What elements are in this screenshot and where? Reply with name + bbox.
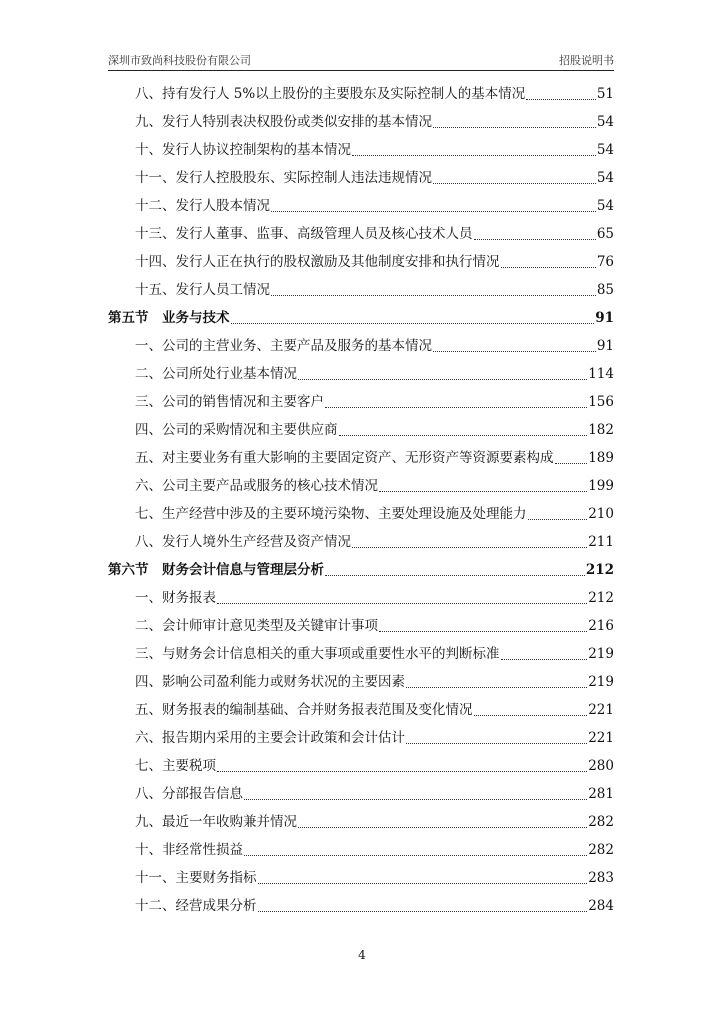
- page-number: 4: [358, 948, 366, 962]
- toc-entry-page: 54: [596, 170, 614, 186]
- toc-entry-page: 199: [588, 478, 614, 494]
- page-header: [108, 50, 614, 71]
- toc-entry-title: 五、对主要业务有重大影响的主要固定资产、无形资产等资源要素构成: [135, 450, 554, 466]
- toc-item-row[interactable]: [108, 192, 614, 220]
- toc-entry-page: 280: [588, 758, 614, 774]
- toc-entry-title: 七、主要税项: [135, 758, 216, 774]
- toc-item-row[interactable]: [108, 416, 614, 444]
- toc-leader-dots: [271, 210, 596, 212]
- toc-entry-title: 十、发行人协议控制架构的基本情况: [135, 142, 351, 158]
- toc-item-row[interactable]: [108, 864, 614, 892]
- toc-item-row[interactable]: [108, 808, 614, 836]
- toc-entry-page: 114: [588, 366, 614, 382]
- toc-leader-dots: [217, 770, 587, 772]
- toc-leader-dots: [474, 714, 588, 716]
- toc-entry-title: 十一、发行人控股股东、实际控制人违法违规情况: [135, 170, 432, 186]
- toc-entry-page: 91: [596, 338, 614, 354]
- toc-leader-dots: [406, 686, 587, 688]
- toc-entry-page: 189: [588, 450, 614, 466]
- toc-leader-dots: [325, 406, 587, 408]
- toc-leader-dots: [474, 238, 596, 240]
- toc-entry-title: 二、公司所处行业基本情况: [135, 366, 297, 382]
- toc-leader-dots: [501, 658, 588, 660]
- toc-item-row[interactable]: [108, 668, 614, 696]
- toc-item-row[interactable]: [108, 388, 614, 416]
- toc-leader-dots: [325, 574, 585, 576]
- toc-leader-dots: [528, 518, 588, 520]
- toc-entry-title: 六、报告期内采用的主要会计政策和会计估计: [135, 730, 405, 746]
- toc-leader-dots: [433, 182, 596, 184]
- toc-leader-dots: [433, 350, 596, 352]
- toc-entry-page: 65: [596, 226, 614, 242]
- toc-item-row[interactable]: [108, 220, 614, 248]
- toc-section-row[interactable]: [108, 304, 614, 332]
- toc-leader-dots: [352, 546, 587, 548]
- toc-item-row[interactable]: [108, 136, 614, 164]
- toc-leader-dots: [244, 854, 587, 856]
- toc-item-row[interactable]: [108, 612, 614, 640]
- toc-item-row[interactable]: [108, 108, 614, 136]
- toc-item-row[interactable]: [108, 360, 614, 388]
- toc-entry-page: 212: [585, 562, 614, 578]
- toc-entry-title: 十二、发行人股本情况: [135, 198, 270, 214]
- toc-entry-page: 54: [596, 198, 614, 214]
- toc-leader-dots: [258, 910, 588, 912]
- toc-entry-page: 54: [596, 114, 614, 130]
- company-name: 深圳市致尚科技股份有限公司: [108, 54, 251, 67]
- toc-entry-title: 一、公司的主营业务、主要产品及服务的基本情况: [135, 338, 432, 354]
- toc-item-row[interactable]: [108, 780, 614, 808]
- toc-entry-title: 八、发行人境外生产经营及资产情况: [135, 534, 351, 550]
- toc-entry-page: 212: [588, 590, 614, 606]
- table-of-contents: [108, 80, 614, 920]
- toc-entry-page: 283: [588, 870, 614, 886]
- toc-leader-dots: [298, 826, 587, 828]
- toc-entry-page: 282: [588, 814, 614, 830]
- toc-item-row[interactable]: [108, 696, 614, 724]
- toc-leader-dots: [433, 126, 596, 128]
- toc-leader-dots: [379, 630, 587, 632]
- toc-item-row[interactable]: [108, 276, 614, 304]
- toc-leader-dots: [352, 154, 596, 156]
- toc-entry-title: 二、会计师审计意见类型及关键审计事项: [135, 618, 378, 634]
- toc-item-row[interactable]: [108, 752, 614, 780]
- toc-leader-dots: [379, 490, 587, 492]
- toc-item-row[interactable]: [108, 472, 614, 500]
- toc-item-row[interactable]: [108, 640, 614, 668]
- toc-item-row[interactable]: [108, 836, 614, 864]
- toc-item-row[interactable]: [108, 892, 614, 920]
- toc-entry-page: 221: [588, 702, 614, 718]
- toc-entry-title: 四、公司的采购情况和主要供应商: [135, 422, 338, 438]
- toc-entry-title: 十一、主要财务指标: [135, 870, 257, 886]
- toc-leader-dots: [501, 266, 596, 268]
- toc-leader-dots: [258, 882, 588, 884]
- toc-entry-page: 211: [588, 534, 614, 550]
- toc-entry-title: 五、财务报表的编制基础、合并财务报表范围及变化情况: [135, 702, 473, 718]
- toc-entry-title: 九、最近一年收购兼并情况: [135, 814, 297, 830]
- toc-entry-page: 54: [596, 142, 614, 158]
- toc-section-row[interactable]: [108, 556, 614, 584]
- toc-entry-page: 210: [588, 506, 614, 522]
- toc-leader-dots: [526, 98, 596, 100]
- toc-item-row[interactable]: [108, 500, 614, 528]
- toc-entry-title: 八、持有发行人 5%以上股份的主要股东及实际控制人的基本情况: [135, 86, 526, 102]
- toc-leader-dots: [217, 602, 587, 604]
- toc-entry-page: 76: [596, 254, 614, 270]
- toc-leader-dots: [555, 462, 588, 464]
- toc-item-row[interactable]: [108, 248, 614, 276]
- toc-item-row[interactable]: [108, 164, 614, 192]
- toc-leader-dots: [271, 294, 596, 296]
- toc-entry-page: 281: [588, 786, 614, 802]
- toc-entry-title: 六、公司主要产品或服务的核心技术情况: [135, 478, 378, 494]
- toc-leader-dots: [339, 434, 588, 436]
- toc-entry-page: 216: [588, 618, 614, 634]
- toc-entry-page: 51: [596, 86, 614, 102]
- toc-entry-title: 四、影响公司盈利能力或财务状况的主要因素: [135, 674, 405, 690]
- toc-entry-title: 十四、发行人正在执行的股权激励及其他制度安排和执行情况: [135, 254, 500, 270]
- toc-entry-title: 八、分部报告信息: [135, 786, 243, 802]
- toc-entry-page: 219: [588, 674, 614, 690]
- toc-leader-dots: [406, 742, 587, 744]
- toc-entry-title: 第六节 财务会计信息与管理层分析: [108, 562, 324, 578]
- toc-entry-title: 第五节 业务与技术: [108, 310, 230, 326]
- toc-entry-title: 一、财务报表: [135, 590, 216, 606]
- toc-entry-title: 三、与财务会计信息相关的重大事项或重要性水平的判断标准: [135, 646, 500, 662]
- toc-leader-dots: [244, 798, 587, 800]
- toc-item-row[interactable]: [108, 528, 614, 556]
- toc-entry-title: 十五、发行人员工情况: [135, 282, 270, 298]
- toc-entry-page: 85: [596, 282, 614, 298]
- toc-entry-page: 91: [595, 310, 614, 326]
- toc-entry-title: 十、非经常性损益: [135, 842, 243, 858]
- toc-entry-page: 219: [588, 646, 614, 662]
- toc-entry-page: 284: [588, 898, 614, 914]
- toc-entry-page: 156: [588, 394, 614, 410]
- toc-leader-dots: [298, 378, 587, 380]
- toc-entry-page: 182: [588, 422, 614, 438]
- toc-entry-page: 221: [588, 730, 614, 746]
- toc-item-row[interactable]: [108, 80, 614, 108]
- toc-entry-title: 三、公司的销售情况和主要客户: [135, 394, 324, 410]
- toc-entry-title: 十三、发行人董事、监事、高级管理人员及核心技术人员: [135, 226, 473, 242]
- toc-entry-title: 十二、经营成果分析: [135, 898, 257, 914]
- toc-item-row[interactable]: [108, 724, 614, 752]
- toc-item-row[interactable]: [108, 332, 614, 360]
- document-type: 招股说明书: [559, 54, 614, 67]
- toc-entry-title: 七、生产经营中涉及的主要环境污染物、主要处理设施及处理能力: [135, 506, 527, 522]
- toc-entry-page: 282: [588, 842, 614, 858]
- toc-entry-title: 九、发行人特别表决权股份或类似安排的基本情况: [135, 114, 432, 130]
- toc-leader-dots: [231, 322, 595, 324]
- toc-item-row[interactable]: [108, 444, 614, 472]
- toc-item-row[interactable]: [108, 584, 614, 612]
